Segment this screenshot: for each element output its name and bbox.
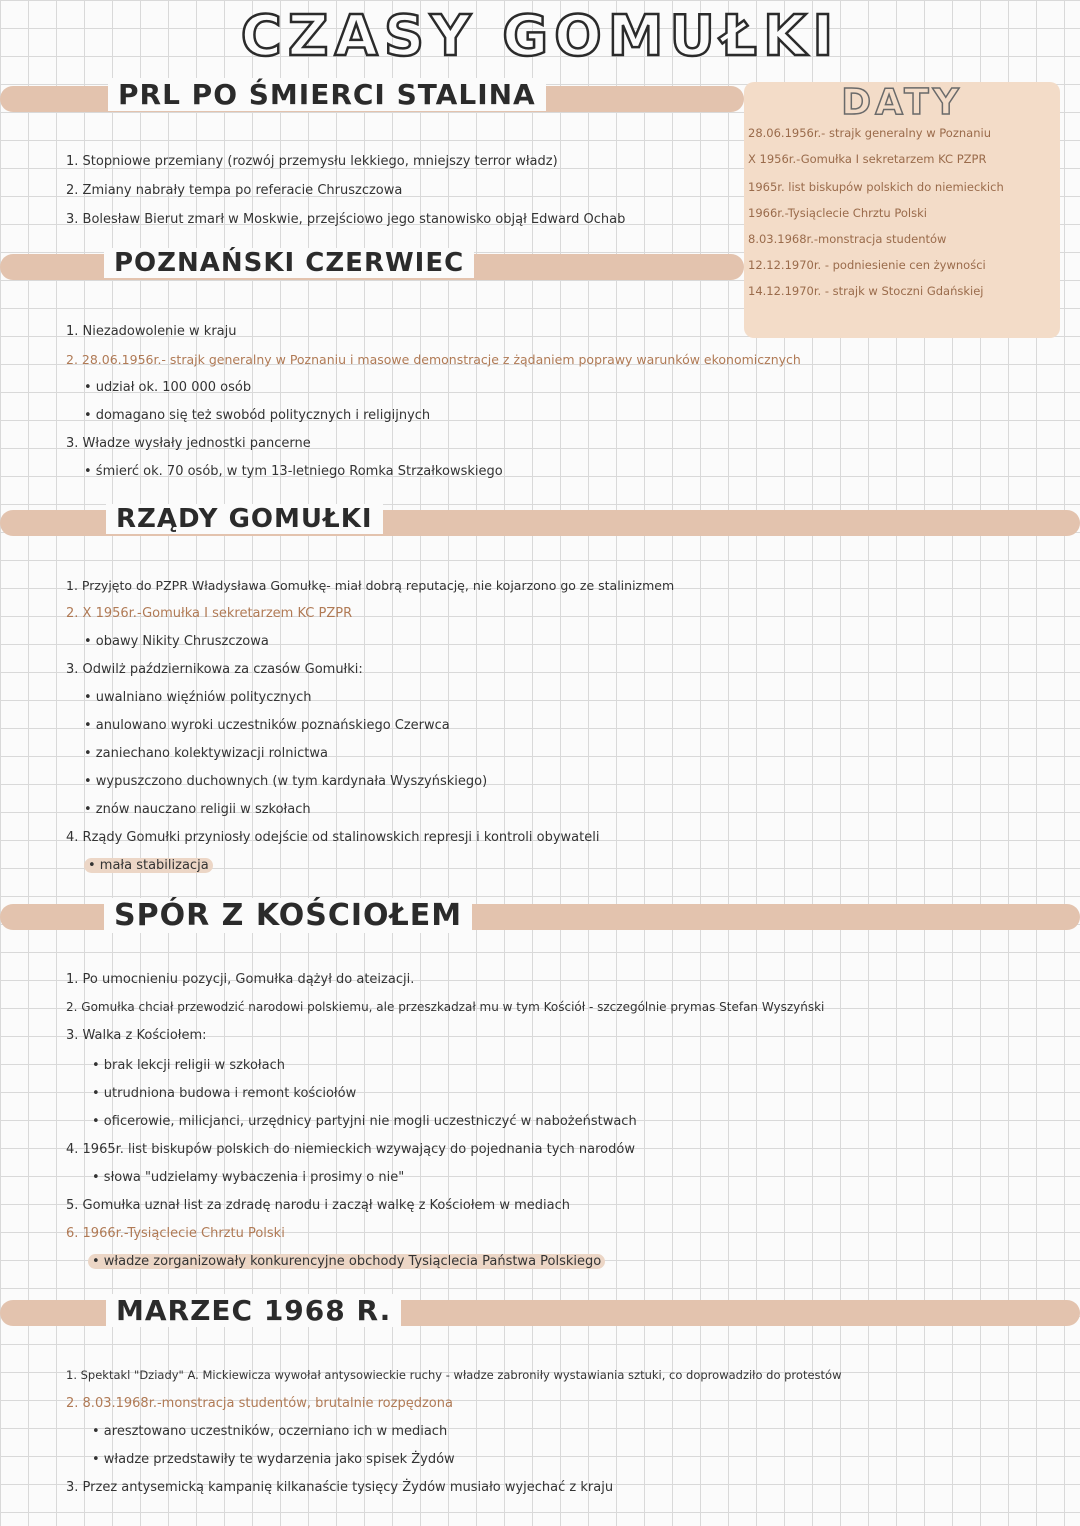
list-item: • utrudniona budowa i remont kościołów: [92, 1086, 357, 1101]
list-item: • mała stabilizacja: [84, 858, 213, 873]
list-item: • aresztowano uczestników, oczerniano ich w mediach: [92, 1424, 448, 1439]
list-item: • obawy Nikity Chruszczowa: [84, 634, 269, 649]
section-heading-spor: SPÓR Z KOŚCIOŁEM: [104, 898, 472, 933]
list-item: • domagano się też swobód politycznych i religijnych: [84, 408, 431, 423]
list-item: • brak lekcji religii w szkołach: [92, 1058, 285, 1073]
date-item: 14.12.1970r. - strajk w Stoczni Gdańskiej: [748, 284, 984, 298]
list-item: 3. Władze wysłały jednostki pancerne: [66, 436, 311, 451]
dates-title: DATY: [841, 82, 963, 123]
list-item: 2. 28.06.1956r.- strajk generalny w Poznaniu i masowe demonstracje z żądaniem poprawy warunków ekonomicznych: [66, 352, 801, 367]
list-item: • oficerowie, milicjanci, urzędnicy partyjni nie mogli uczestniczyć w nabożeństwach: [92, 1114, 637, 1129]
date-item: 12.12.1970r. - podniesienie cen żywności: [748, 258, 986, 272]
list-item: 1. Niezadowolenie w kraju: [66, 324, 237, 339]
list-item: • władze przedstawiły te wydarzenia jako spisek Żydów: [92, 1452, 455, 1467]
list-item: 4. 1965r. list biskupów polskich do niemieckich wzywający do pojednania tych narodów: [66, 1142, 635, 1157]
list-item: 2. Gomułka chciał przewodzić narodowi polskiemu, ale przeszkadzał mu w tym Kościół - szczególnie prymas Stefan Wyszyński: [66, 1000, 825, 1014]
list-item: 1. Po umocnieniu pozycji, Gomułka dążył do ateizacji.: [66, 972, 415, 987]
list-item: 4. Rządy Gomułki przyniosły odejście od stalinowskich represji i kontroli obywateli: [66, 830, 600, 845]
page-title: CZASY GOMUŁKI: [240, 4, 840, 69]
list-item: • anulowano wyroki uczestników poznańskiego Czerwca: [84, 718, 450, 733]
section-heading-prl: PRL PO ŚMIERCI STALINA: [108, 78, 546, 111]
list-item: 1. Przyjęto do PZPR Władysława Gomułkę- miał dobrą reputację, nie kojarzono go ze stalinizmem: [66, 578, 675, 593]
list-item: 6. 1966r.-Tysiąclecie Chrztu Polski: [66, 1226, 285, 1241]
list-item: • uwalniano więźniów politycznych: [84, 690, 312, 705]
date-item: 1966r.-Tysiąclecie Chrztu Polski: [748, 206, 927, 220]
list-item: • słowa "udzielamy wybaczenia i prosimy o nie": [92, 1170, 405, 1185]
date-item: 8.03.1968r.-monstracja studentów: [748, 232, 947, 246]
date-item: 28.06.1956r.- strajk generalny w Poznaniu: [748, 126, 991, 140]
list-item: • wypuszczono duchownych (w tym kardynała Wyszyńskiego): [84, 774, 488, 789]
list-item: 3. Odwilż październikowa za czasów Gomułki:: [66, 662, 363, 677]
list-item: • udział ok. 100 000 osób: [84, 380, 252, 395]
list-item: 2. Zmiany nabrały tempa po referacie Chruszczowa: [66, 183, 403, 198]
list-item: • władze zorganizowały konkurencyjne obchody Tysiąclecia Państwa Polskiego: [88, 1254, 605, 1269]
list-item: • zaniechano kolektywizacji rolnictwa: [84, 746, 328, 761]
section-heading-marzec: MARZEC 1968 R.: [106, 1294, 401, 1327]
list-item: 3. Bolesław Bierut zmarł w Moskwie, przejściowo jego stanowisko objął Edward Ochab: [66, 212, 626, 227]
list-item: • śmierć ok. 70 osób, w tym 13-letniego Romka Strzałkowskiego: [84, 464, 503, 479]
list-item: 5. Gomułka uznał list za zdradę narodu i zaczął walkę z Kościołem w mediach: [66, 1198, 570, 1213]
list-item: 2. X 1956r.-Gomułka I sekretarzem KC PZPR: [66, 606, 353, 621]
section-heading-rzady: RZĄDY GOMUŁKI: [106, 504, 383, 534]
list-item: • znów nauczano religii w szkołach: [84, 802, 311, 817]
list-item: 1. Spektakl "Dziady" A. Mickiewicza wywołał antysowieckie ruchy - władze zabroniły wystawiania sztuki, co doprowadziło do protestów: [66, 1368, 842, 1382]
date-item: 1965r. list biskupów polskich do niemieckich: [748, 180, 1004, 194]
dates-box: [744, 82, 1060, 338]
list-item: 1. Stopniowe przemiany (rozwój przemysłu lekkiego, mniejszy terror władz): [66, 154, 558, 169]
list-item: 3. Walka z Kościołem:: [66, 1028, 207, 1043]
list-item: 2. 8.03.1968r.-monstracja studentów, brutalnie rozpędzona: [66, 1396, 453, 1411]
date-item: X 1956r.-Gomułka I sekretarzem KC PZPR: [748, 152, 987, 166]
list-item: 3. Przez antysemicką kampanię kilkanaście tysięcy Żydów musiało wyjechać z kraju: [66, 1480, 614, 1495]
section-heading-poznan: POZNAŃSKI CZERWIEC: [104, 248, 474, 278]
